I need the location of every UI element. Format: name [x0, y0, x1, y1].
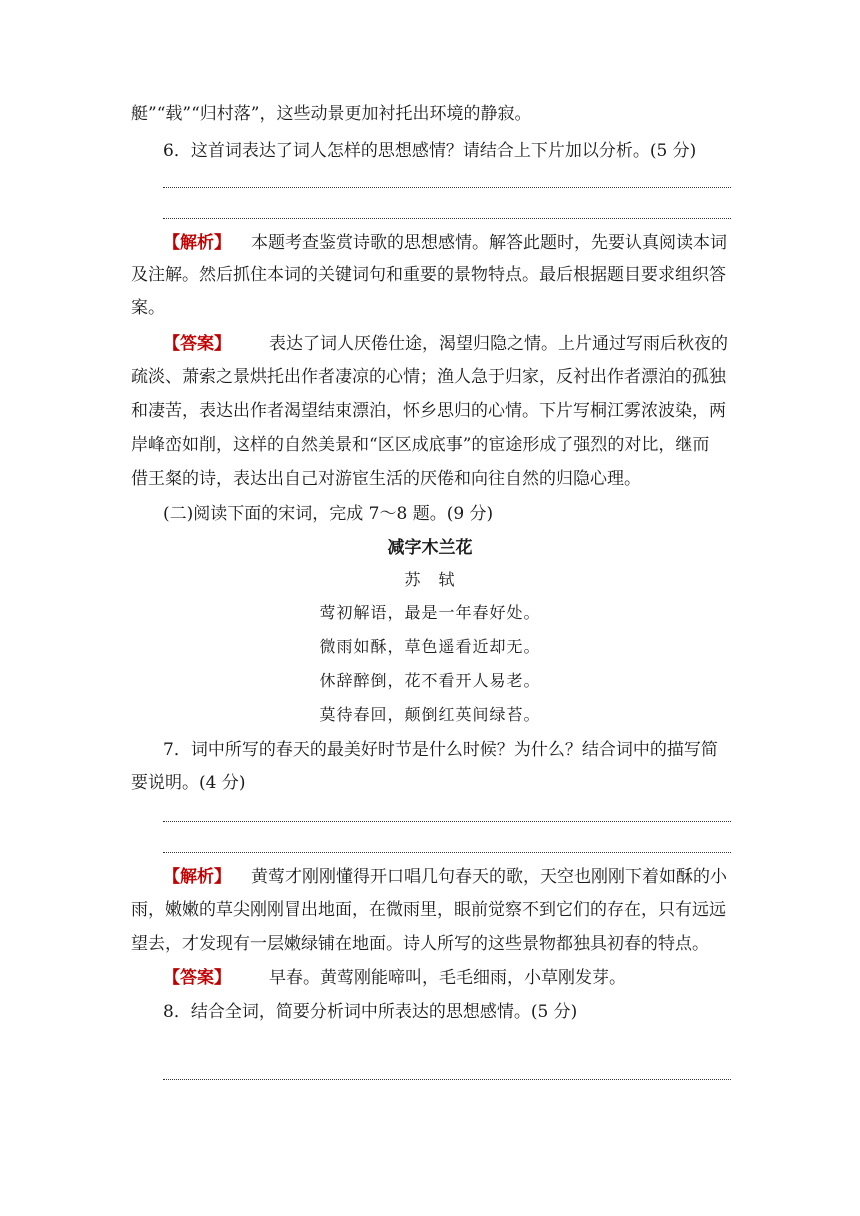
poem-author: 苏 轼	[404, 570, 456, 589]
answer-line	[163, 852, 731, 853]
answer-tag: 【答案】	[163, 334, 231, 354]
poem-title: 减字木兰花	[387, 538, 473, 558]
q7-analysis-line: 【解析】 黄莺才刚刚懂得开口唱几句春天的歌，天空也刚刚下着如酥的小	[163, 867, 727, 887]
q6-answer-line: 和凄苦，表达出作者渴望结束漂泊，怀乡思归的心情。下片写桐江雾浓波染，两	[131, 401, 726, 421]
answer-line	[163, 821, 731, 822]
analysis-tag: 【解析】	[163, 867, 231, 887]
answer-line	[163, 218, 731, 219]
answer-tag: 【答案】	[163, 968, 231, 988]
q8-question: 8．结合全词，简要分析词中所表达的思想感情。(5 分)	[163, 1002, 578, 1022]
q6-question: 6．这首词表达了词人怎样的思想感情？请结合上下片加以分析。(5 分)	[163, 141, 697, 161]
q6-answer-line: 岸峰峦如削，这样的自然美景和“区区成底事”的宦途形成了强烈的对比，继而	[131, 435, 710, 455]
q7-question-line: 要说明。(4 分)	[131, 773, 246, 793]
q6-analysis-line: 及注解。然后抓住本词的关键词句和重要的景物特点。最后根据题目要求组织答	[131, 265, 726, 285]
q6-answer-line: 【答案】 表达了词人厌倦仕途，渴望归隐之情。上片通过写雨后秋夜的	[163, 334, 728, 354]
answer-line	[163, 187, 731, 188]
poem-line: 莺初解语，最是一年春好处。	[319, 603, 541, 622]
q5-answer-tail: 艇”“载”“归村落”，这些动景更加衬托出环境的静寂。	[131, 104, 532, 124]
q6-analysis-line: 案。	[131, 298, 165, 318]
q6-analysis-line: 【解析】 本题考查鉴赏诗歌的思想感情。解答此题时，先要认真阅读本词	[163, 233, 727, 253]
q7-analysis-line: 雨，嫩嫩的草尖刚刚冒出地面，在微雨里，眼前觉察不到它们的存在，只有远远	[131, 900, 726, 920]
poem-line: 休辞醉倒，花不看开人易老。	[319, 671, 541, 690]
poem-line: 微雨如酥，草色遥看近却无。	[319, 637, 541, 656]
section2-heading: (二)阅读下面的宋词，完成 7～8 题。(9 分)	[163, 504, 494, 524]
q6-answer-line: 疏淡、萧索之景烘托出作者凄凉的心情；渔人急于归家，反衬出作者漂泊的孤独	[131, 367, 726, 387]
q7-answer-line: 【答案】 早春。黄莺刚能啼叫，毛毛细雨，小草刚发芽。	[163, 968, 626, 988]
q7-question-line: 7．词中所写的春天的最美好时节是什么时候？为什么？结合词中的描写简	[163, 740, 718, 760]
q7-analysis-line: 望去，才发现有一层嫩绿铺在地面。诗人所写的这些景物都独具初春的特点。	[131, 934, 709, 954]
q6-answer-line: 借王粲的诗，表达出自己对游宦生活的厌倦和向往自然的归隐心理。	[131, 469, 641, 489]
answer-line	[163, 1079, 731, 1080]
analysis-tag: 【解析】	[163, 233, 231, 253]
poem-line: 莫待春回，颠倒红英间绿苔。	[319, 705, 541, 724]
